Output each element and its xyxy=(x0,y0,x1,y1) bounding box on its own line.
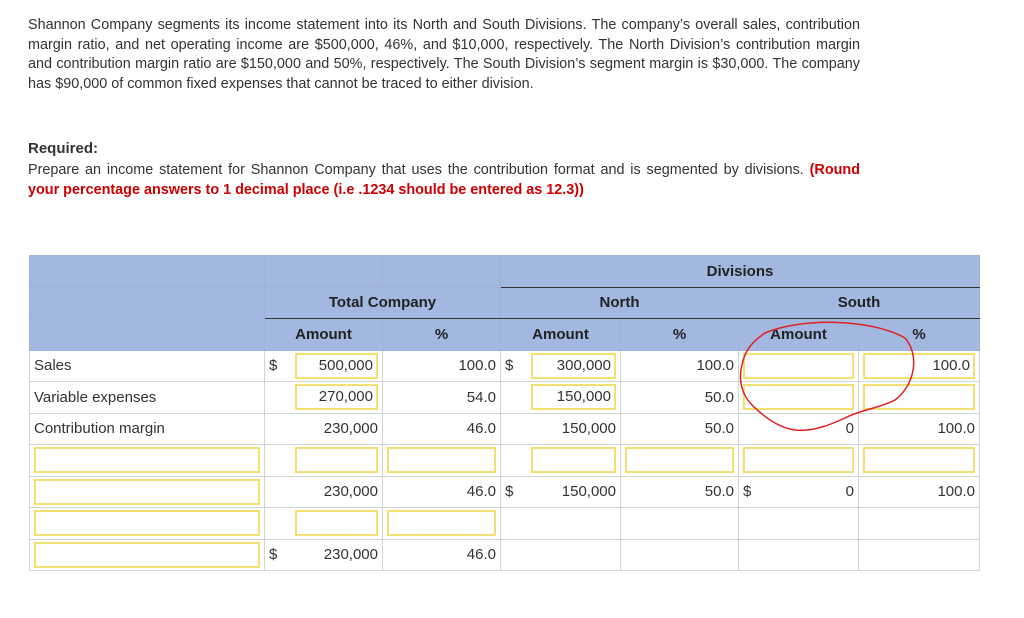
row-label-input[interactable] xyxy=(34,542,260,568)
south-amount-header: Amount xyxy=(739,319,859,351)
common-fixed-pct-input[interactable] xyxy=(387,510,496,536)
north-header: North xyxy=(501,287,739,319)
total-company-header: Total Company xyxy=(265,287,501,319)
required-instructions xyxy=(28,161,860,200)
cm-north-pct: 50.0 xyxy=(621,413,739,445)
row-label-input[interactable] xyxy=(34,447,260,473)
table-row-net-operating-income xyxy=(30,539,980,571)
problem-statement: Shannon Company segments its income statement into its North and South Divisions. The company’s overall sales, contribution margin ratio, and net operating income are $500,000, 46%, and $10,000, respectively. The North Division’s contribution margin and contribution margin ratio are $150,000 and 50%, respectively. The South Division’s segment margin is $30,000. The company has $90,000 of common fixed expenses that cannot be traced to either division. xyxy=(28,17,860,92)
sales-south-amount-input[interactable] xyxy=(743,353,854,379)
south-pct-header: % xyxy=(859,319,980,351)
header-row-segments xyxy=(30,287,980,319)
sales-total-pct-value: 100.0 xyxy=(458,357,496,375)
cm-north-amount: 150,000 xyxy=(561,420,616,438)
row-label-input[interactable] xyxy=(34,479,260,505)
row-label-input[interactable] xyxy=(34,510,260,536)
segment-total-pct: 46.0 xyxy=(466,483,496,501)
fixed-north-pct-input[interactable] xyxy=(625,447,734,473)
cm-total-pct: 46.0 xyxy=(383,413,501,445)
fixed-north-amount-input[interactable] xyxy=(531,447,616,473)
row-label: Variable expenses xyxy=(30,382,265,414)
table-row-variable-expenses xyxy=(30,382,980,414)
cm-total-amount: 230,000 xyxy=(323,420,378,438)
south-header: South xyxy=(739,287,980,319)
currency-symbol: $ xyxy=(269,546,278,564)
variable-north-pct: 50.0 xyxy=(621,382,739,414)
fixed-south-pct-input[interactable] xyxy=(863,447,975,473)
sales-north-amount-input[interactable]: 300,000 xyxy=(531,353,616,379)
table-row-common-fixed xyxy=(30,508,980,540)
table-row-segment-margin xyxy=(30,476,980,508)
row-label: Contribution margin xyxy=(30,413,265,445)
divisions-header: Divisions xyxy=(501,256,980,288)
sales-total-amount-input[interactable]: 500,000 xyxy=(295,353,378,379)
cm-south-pct: 100.0 xyxy=(859,413,980,445)
variable-south-pct-input[interactable] xyxy=(863,384,975,410)
sales-south-pct-input[interactable]: 100.0 xyxy=(863,353,975,379)
currency-symbol: $ xyxy=(505,357,514,375)
required-heading: Required: xyxy=(28,140,99,157)
variable-south-amount-input[interactable] xyxy=(743,384,854,410)
segment-south-amount: 0 xyxy=(845,483,854,501)
header-row-divisions xyxy=(30,256,980,288)
north-amount-header: Amount xyxy=(501,319,621,351)
table-row-traceable-fixed xyxy=(30,445,980,477)
segment-total-amount: 230,000 xyxy=(323,483,378,501)
currency-symbol: $ xyxy=(505,483,514,501)
table-row-sales xyxy=(30,350,980,382)
fixed-total-amount-input[interactable] xyxy=(295,447,378,473)
currency-symbol: $ xyxy=(743,483,752,501)
required-text: Prepare an income statement for Shannon Company that uses the contribution format and is segmented by divisions. xyxy=(28,162,804,178)
rounding-note: (Round your percentage answers to 1 decimal place (i.e .1234 should be entered as 12.3)) xyxy=(28,162,860,198)
sales-total-pct xyxy=(383,350,501,382)
sales-north-pct: 100.0 xyxy=(621,350,739,382)
row-label: Sales xyxy=(30,350,265,382)
income-statement-table xyxy=(29,255,980,571)
variable-total-amount-input[interactable]: 270,000 xyxy=(295,384,378,410)
common-fixed-amount-input[interactable] xyxy=(295,510,378,536)
fixed-total-pct-input[interactable] xyxy=(387,447,496,473)
variable-total-pct: 54.0 xyxy=(383,382,501,414)
segment-north-amount: 150,000 xyxy=(561,483,616,501)
noi-total-amount: 230,000 xyxy=(323,546,378,564)
noi-total-pct: 46.0 xyxy=(383,539,501,571)
header-row-columns xyxy=(30,319,980,351)
north-pct-header: % xyxy=(621,319,739,351)
table-row-contribution-margin xyxy=(30,413,980,445)
total-pct-header: % xyxy=(383,319,501,351)
fixed-south-amount-input[interactable] xyxy=(743,447,854,473)
currency-symbol: $ xyxy=(269,357,278,375)
cm-south-amount: 0 xyxy=(739,413,859,445)
segment-south-pct: 100.0 xyxy=(859,476,980,508)
total-amount-header: Amount xyxy=(265,319,383,351)
variable-north-amount-input[interactable]: 150,000 xyxy=(531,384,616,410)
segment-north-pct: 50.0 xyxy=(621,476,739,508)
